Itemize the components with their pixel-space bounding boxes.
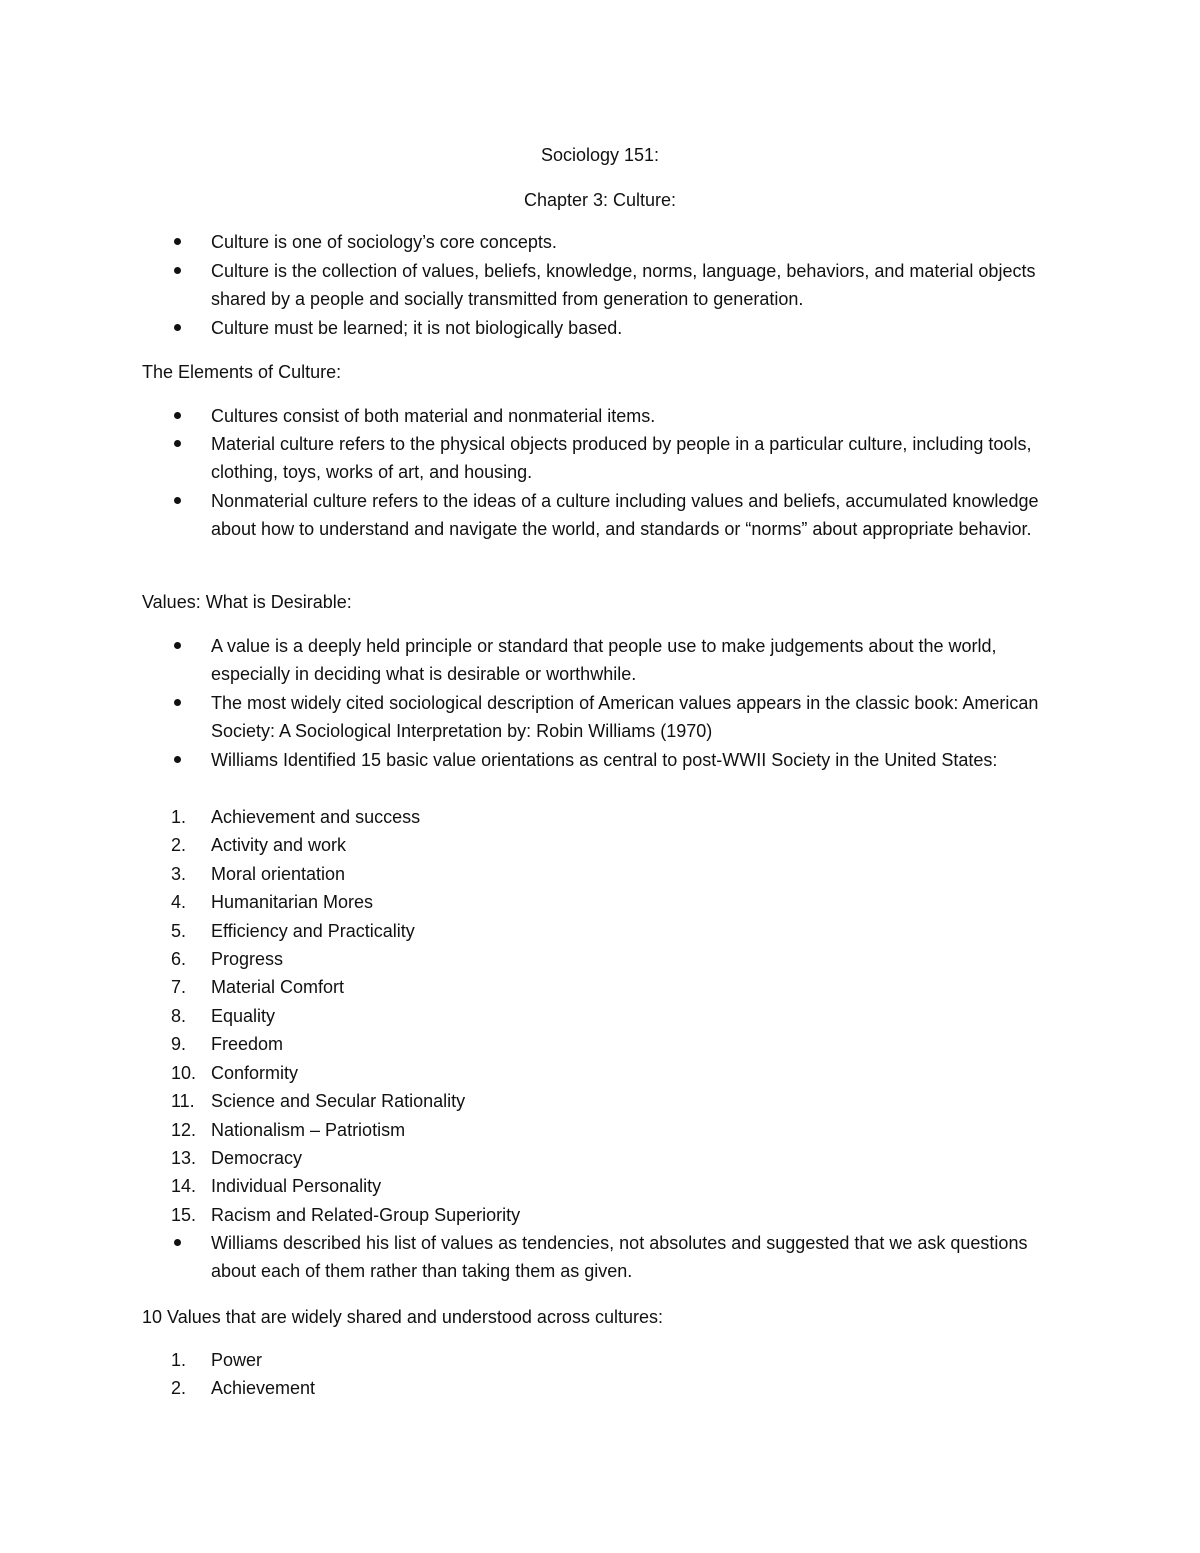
- list-item: 6. Progress: [171, 949, 284, 969]
- section-heading-values: Values: What is Desirable:: [142, 592, 352, 612]
- list-item: 10. Conformity: [171, 1063, 299, 1083]
- document-title: Sociology 151:: [540, 145, 660, 165]
- bullet-dot: [174, 699, 181, 706]
- bullet-dot: [174, 756, 181, 763]
- bullet-dot: [174, 238, 181, 245]
- values-bullet: A value is a deeply held principle or standard that people use to make judgements about the world, especially in deciding what is desirable or worthwhile.: [211, 632, 1071, 689]
- bullet-dot: [174, 440, 181, 447]
- bullet-dot: [174, 324, 181, 331]
- elements-bullet: Nonmaterial culture refers to the ideas of a culture including values and beliefs, accumulated knowledge about how to understand and navigate the world, and standards or “norms” about appropriate behavior.: [211, 487, 1071, 544]
- list-item: 12. Nationalism – Patriotism: [171, 1120, 406, 1140]
- list-item: 8. Equality: [171, 1006, 276, 1026]
- values-bullet: Williams Identified 15 basic value orientations as central to post-WWII Society in the United States:: [211, 746, 1071, 774]
- elements-bullet: Material culture refers to the physical objects produced by people in a particular culture, including tools, clothing, toys, works of art, and housing.: [211, 430, 1071, 487]
- list-item: 14. Individual Personality: [171, 1176, 382, 1196]
- values-bullet: The most widely cited sociological description of American values appears in the classic book: American Society: A Sociological Interpretation by: Robin Williams (1970): [211, 689, 1071, 746]
- list-item: 2. Achievement: [171, 1378, 316, 1398]
- list-item: 11. Science and Secular Rationality: [171, 1091, 466, 1111]
- intro-bullet: Culture must be learned; it is not biologically based.: [211, 314, 1071, 342]
- list-item: 1. Power: [171, 1350, 263, 1370]
- section-heading-elements: The Elements of Culture:: [142, 362, 342, 382]
- intro-bullet: Culture is one of sociology’s core concepts.: [211, 228, 1071, 256]
- bullet-dot: [174, 267, 181, 274]
- values-bullet: Williams described his list of values as tendencies, not absolutes and suggested that we ask questions about each of them rather than taking them as given.: [211, 1229, 1071, 1286]
- list-item: 2. Activity and work: [171, 835, 347, 855]
- list-item: 5. Efficiency and Practicality: [171, 921, 415, 941]
- list-item: 7. Material Comfort: [171, 977, 345, 997]
- elements-bullet: Cultures consist of both material and nonmaterial items.: [211, 402, 1071, 430]
- list-item: 3. Moral orientation: [171, 864, 346, 884]
- intro-bullet: Culture is the collection of values, beliefs, knowledge, norms, language, behaviors, and material objects shared by a people and socially transmitted from generation to generation.: [211, 257, 1071, 314]
- list-item: 15. Racism and Related-Group Superiority: [171, 1205, 521, 1225]
- list-item: 4. Humanitarian Mores: [171, 892, 374, 912]
- bullet-dot: [174, 1239, 181, 1246]
- chapter-title: Chapter 3: Culture:: [523, 190, 677, 210]
- bullet-dot: [174, 497, 181, 504]
- bullet-dot: [174, 642, 181, 649]
- section-heading-shared-values: 10 Values that are widely shared and understood across cultures:: [142, 1307, 663, 1327]
- list-item: 13. Democracy: [171, 1148, 303, 1168]
- list-item: 1. Achievement and success: [171, 807, 421, 827]
- list-item: 9. Freedom: [171, 1034, 284, 1054]
- bullet-dot: [174, 412, 181, 419]
